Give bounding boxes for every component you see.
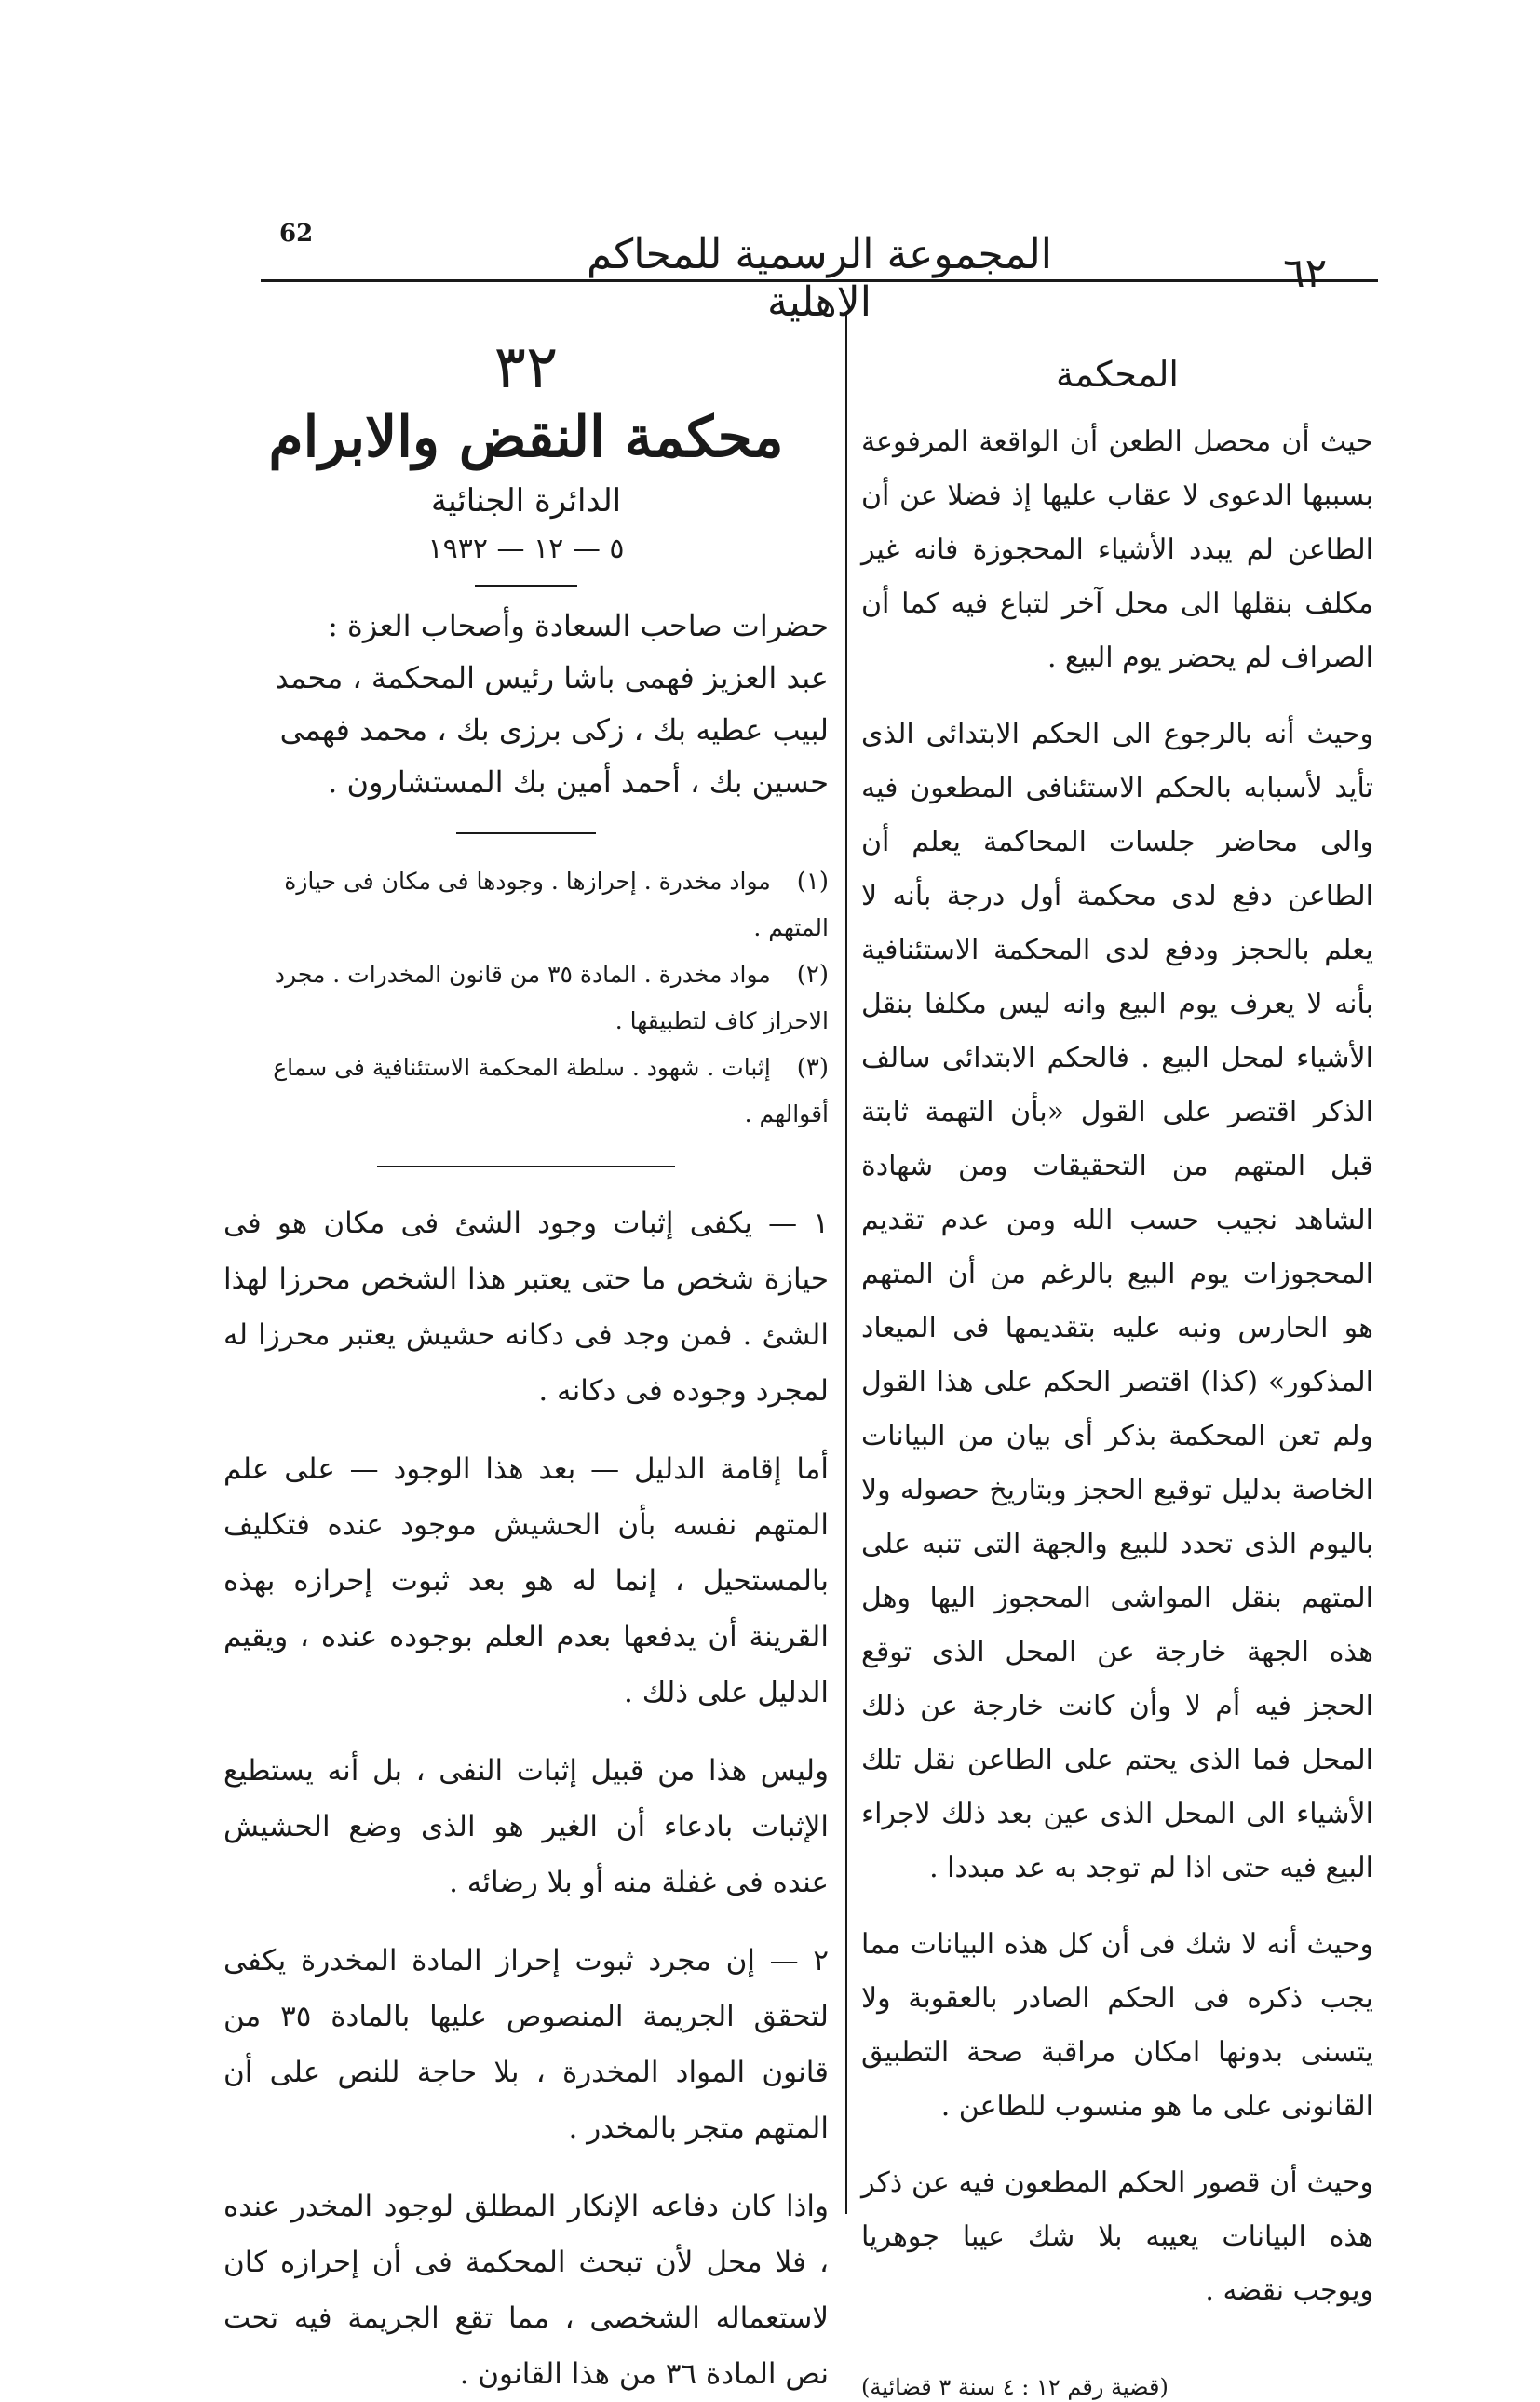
paragraph: وحيث أن قصور الحكم المطعون فيه عن ذكر هذه البيانات يعيبه بلا شك عيبا جوهريا ويوجب نقضه . xyxy=(861,2166,1373,2307)
paragraph: وحيث أنه لا شك فى أن كل هذه البيانات مما يجب ذكره فى الحكم الصادر بالعقوبة ولا يتسنى بدونها امكان مراقبة صحة التطبيق القانونى على ما هو منسوب للطاعن . xyxy=(861,1928,1373,2123)
legal-principle: أما إقامة الدليل — بعد هذا الوجود — على علم المتهم نفسه بأن الحشيش موجود عنده فتكليف بالمستحيل ، إنما له هو بعد ثبوت إحرازه بهذه القرينة أن يدفعها بعدم العلم بوجوده عنده ، ويقيم الدليل على ذلك . xyxy=(223,1452,829,1709)
divider xyxy=(377,1166,675,1167)
keyword-text: مواد مخدرة . إحرازها . وجودها فى مكان فى حيازة المتهم . xyxy=(284,868,829,941)
journal-title: المجموعة الرسمية للمحاكم الاهلية xyxy=(587,231,1052,326)
keyword-line xyxy=(223,951,829,1045)
right-column xyxy=(861,354,1373,2400)
divider xyxy=(456,832,596,834)
legal-principle: ١ — يكفى إثبات وجود الشئ فى مكان هو فى حيازة شخص ما حتى يعتبر هذا الشخص محرزا لهذا الشئ . فمن وجد فى دكانه حشيش يعتبر محرزا له لمجرد وجوده فى دكانه . xyxy=(223,1207,829,1408)
legal-principle: ٢ — إن مجرد ثبوت إحراز المادة المخدرة يكفى لتحقق الجريمة المنصوص عليها بالمادة ٣٥ من قانون المواد المخدرة ، بلا حاجة للنص على أن المتهم متجر بالمخدر . xyxy=(223,1944,829,2145)
header-rule xyxy=(261,279,1378,282)
panel-intro: حضرات صاحب السعادة وأصحاب العزة : xyxy=(328,608,829,643)
keyword-line xyxy=(223,1045,829,1138)
legal-principle: واذا كان دفاعه الإنكار المطلق لوجود المخدر عنده ، فلا محل لأن تبحث المحكمة فى أن إحرازه كان لاستعماله الشخصى ، مما تقع الجريمة فيه تحت نص المادة ٣٦ من هذا القانون . xyxy=(223,2190,829,2391)
court-name: محكمة النقض والابرام xyxy=(268,405,784,470)
case-number: ٣٢ xyxy=(493,333,559,402)
legal-principle: وليس هذا من قبيل إثبات النفى ، بل أنه يستطيع الإثبات بادعاء أن الغير هو الذى وضع الحشيش عنده فى غفلة منه أو بلا رضائه . xyxy=(223,1754,829,1899)
circuit-name: الدائرة الجنائية xyxy=(430,482,622,520)
left-column xyxy=(223,335,829,2402)
divider xyxy=(475,585,577,587)
paragraph: وحيث أنه بالرجوع الى الحكم الابتدائى الذى تأيد لأسبابه بالحكم الاستئنافى المطعون فيه والى محاضر جلسات المحاكمة يعلم أن الطاعن دفع لدى محكمة أول درجة بأنه لا يعلم بالحجز ودفع لدى المحكمة الاستئنافية بأنه لا يعرف يوم البيع وانه ليس مكلفا بنقل الأشياء لمحل البيع . فالحكم الابتدائى سالف الذكر اقتصر على القول «بأن التهمة ثابتة قبل المتهم من التحقيقات ومن شهادة الشاهد نجيب حسب الله ومن عدم تقديم المحجوزات يوم البيع بالرغم من أن المتهم هو الحارس ونبه عليه بتقديمها فى الميعاد المذكور» (كذا) اقتصر الحكم على هذا القول ولم تعن المحكمة بذكر أى بيان من البيانات الخاصة بدليل توقيع الحجز وبتاريخ حصوله ولا باليوم الذى تحدد للبيع والجهة التى تنبه على المتهم بنقل المواشى المحجوز اليها وهل هذه الجهة خارجة عن المحل الذى توقع الحجز فيه أم لا وأن كانت خارجة عن ذلك المحل فما الذى يحتم على الطاعن نقل تلك الأشياء الى المحل الذى عين بعد ذلك لاجراء البيع فيه حتى اذا لم توجد به عد مبددا . xyxy=(861,718,1373,1884)
judgment-date: ٥ — ١٢ — ١٩٣٢ xyxy=(427,533,625,565)
column-divider xyxy=(845,315,847,2214)
panel-members: عبد العزيز فهمى باشا رئيس المحكمة ، محمد لبيب عطيه بك ، زكى برزى بك ، محمد فهمى حسين بك ، أحمد أمين بك المستشارون . xyxy=(275,660,829,800)
keyword-line xyxy=(223,858,829,951)
keyword-text: مواد مخدرة . المادة ٣٥ من قانون المخدرات . مجرد الاحراز كاف لتطبيقها . xyxy=(274,961,829,1034)
paragraph: حيث أن محصل الطعن أن الواقعة المرفوعة بسببها الدعوى لا عقاب عليها إذ فضلا عن أن الطاعن لم يبدد الأشياء المحجوزة فانه غير مكلف بنقلها الى محل آخر لتباع فيه كما أن الصراف لم يحضر يوم البيع . xyxy=(861,425,1373,674)
section-heading: المحكمة xyxy=(1056,354,1179,395)
keyword-number: (١) xyxy=(796,868,829,896)
page-number-arabic: ٦٢ xyxy=(1283,250,1328,297)
case-reference: (قضية رقم ١٢ : ٤ سنة ٣ قضائية) xyxy=(861,2374,1169,2400)
keyword-number: (٣) xyxy=(796,1054,829,1082)
page-number-latin: 62 xyxy=(279,220,314,248)
keyword-number: (٢) xyxy=(796,961,829,989)
keyword-text: إثبات . شهود . سلطة المحكمة الاستئنافية فى سماع أقوالهم . xyxy=(273,1054,829,1127)
